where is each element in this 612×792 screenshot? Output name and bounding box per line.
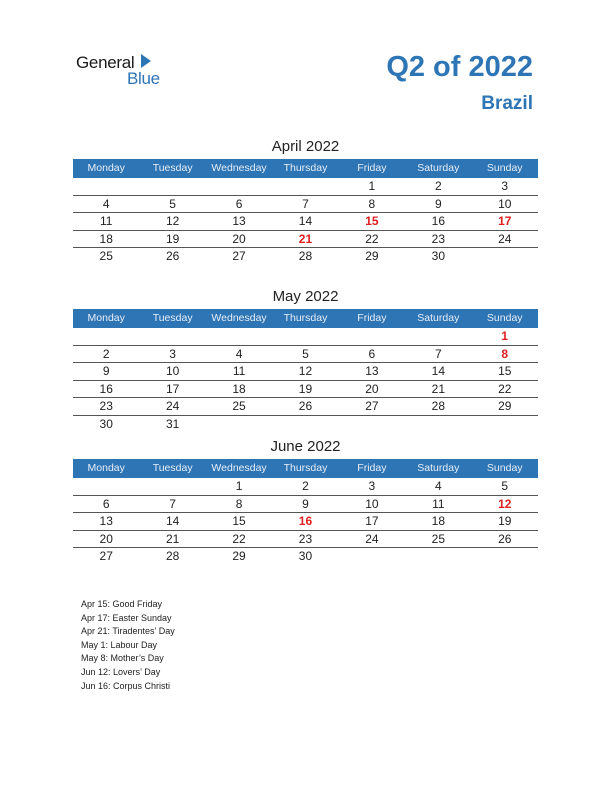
day-cell: 23 [298,531,313,546]
week-row [73,196,538,214]
day-cell: 10 [365,496,379,511]
day-cell: 17 [365,514,379,529]
logo-flag-icon [141,54,151,68]
day-cell: 7 [302,196,309,211]
day-cell: 6 [235,196,243,211]
day-cell: 14 [431,364,445,379]
day-cell: 3 [501,179,509,193]
day-cell: 4 [102,196,110,211]
month-title: April 2022 [271,138,340,155]
holiday-day-cell: 17 [498,214,512,229]
weekday-label: Sunday [486,462,523,474]
holiday-item: May 1: Labour Day [81,639,158,650]
day-cell: 28 [165,549,180,564]
weekday-label: Wednesday [211,162,267,174]
day-cell: 18 [431,514,445,529]
day-cell [73,328,139,345]
week-row [73,398,538,416]
day-cell: 4 [235,346,243,361]
day-cell: 22 [498,381,512,396]
day-cell: 20 [99,531,113,546]
day-cell: 16 [99,381,113,396]
holiday-day-cell: 1 [501,329,509,343]
country-name: Brazil [481,93,533,114]
day-cell: 26 [298,399,313,414]
day-cell: 11 [432,496,445,511]
holiday-day-cell: 15 [365,214,379,229]
day-cell: 23 [431,231,445,246]
weekday-label: Wednesday [211,312,267,324]
day-cell: 20 [365,381,379,396]
week-row [73,213,538,231]
day-cell: 28 [298,249,313,264]
day-cell: 10 [165,364,180,379]
week-row [73,513,538,531]
day-cell: 2 [302,479,309,493]
day-cell: 10 [498,196,512,211]
week-row [73,381,538,399]
day-cell: 9 [434,196,442,211]
day-cell: 19 [298,381,313,396]
page-title: Q2 of 2022 [386,51,533,83]
day-cell: 18 [99,231,113,246]
weekday-label: Monday [87,312,125,324]
day-cell [206,178,272,195]
day-cell: 24 [165,399,180,414]
weekday-label: Monday [87,462,125,474]
week-row [73,248,538,266]
day-cell [139,328,205,345]
day-cell: 29 [365,249,379,264]
month-title: June 2022 [270,438,341,455]
day-cell: 27 [99,549,113,564]
day-cell: 19 [165,231,180,246]
day-cell [405,548,471,566]
holiday-day-cell: 21 [298,231,313,246]
holiday-item: May 8: Mother’s Day [81,653,164,664]
day-cell [472,416,538,434]
day-cell: 26 [165,249,180,264]
day-cell: 2 [102,346,110,361]
day-cell [272,328,338,345]
day-cell: 2 [434,179,442,193]
day-cell: 1 [368,179,376,193]
day-cell: 16 [431,214,445,229]
weekday-label: Saturday [417,162,460,174]
holiday-item: Jun 12: Lovers’ Day [81,666,161,677]
day-cell: 5 [302,346,309,361]
day-cell [272,416,338,434]
holiday-list [81,598,175,693]
weekday-label: Tuesday [152,162,193,174]
day-cell: 30 [298,549,313,564]
day-cell: 17 [165,381,180,396]
weekday-label: Thursday [283,462,328,474]
day-cell: 24 [498,231,512,246]
day-cell: 7 [434,346,442,361]
day-cell [139,178,205,195]
day-cell [73,178,139,195]
day-cell [272,178,338,195]
day-cell: 25 [232,399,246,414]
weekday-label: Saturday [417,312,460,324]
week-row [73,363,538,381]
day-cell: 7 [169,496,176,511]
day-cell: 13 [365,364,379,379]
day-cell: 5 [501,479,509,493]
day-cell: 22 [365,231,379,246]
week-row [73,496,538,514]
calendar-may [73,286,538,434]
day-cell: 8 [368,196,376,211]
weekday-label: Sunday [486,312,523,324]
weekday-label: Thursday [283,312,328,324]
calendar-april [73,136,538,266]
holiday-day-cell: 12 [498,496,512,511]
holiday-day-cell: 8 [501,346,509,361]
week-row [73,178,538,196]
day-cell [472,248,538,266]
day-cell: 15 [232,514,246,529]
day-cell [472,548,538,566]
weekday-label: Sunday [486,162,523,174]
day-cell: 26 [498,531,512,546]
day-cell: 30 [431,249,445,264]
day-cell: 3 [368,479,376,493]
day-cell: 13 [99,514,113,529]
day-cell [405,416,471,434]
day-cell [339,416,405,434]
day-cell: 21 [431,381,445,396]
holiday-item: Apr 21: Tiradentes’ Day [81,626,175,637]
day-cell: 22 [232,531,246,546]
day-cell: 21 [165,531,180,546]
weekday-label: Friday [357,162,387,174]
week-row [73,478,538,496]
week-row [73,548,538,566]
day-cell [139,478,205,495]
day-cell: 8 [235,496,243,511]
day-cell: 20 [232,231,246,246]
holiday-day-cell: 16 [298,514,313,529]
day-cell: 6 [102,496,110,511]
day-cell: 6 [368,346,376,361]
week-row [73,346,538,364]
weekday-header [73,309,538,328]
weekday-label: Monday [87,162,125,174]
day-cell: 14 [165,514,180,529]
logo-text-blue: Blue [127,69,160,88]
day-cell: 27 [232,249,246,264]
week-row [73,416,538,434]
holiday-item: Apr 17: Easter Sunday [81,612,172,623]
day-cell: 27 [365,399,379,414]
holiday-item: Jun 16: Corpus Christi [81,680,171,691]
day-cell [206,416,272,434]
calendar-june [73,436,538,566]
day-cell: 13 [232,214,246,229]
day-cell: 5 [169,196,176,211]
day-cell: 25 [99,249,113,264]
logo-text-general: General [76,53,135,72]
day-cell: 19 [498,514,512,529]
day-cell: 12 [298,364,313,379]
weekday-label: Tuesday [152,462,193,474]
day-cell: 18 [232,381,246,396]
day-cell: 30 [99,416,113,431]
day-cell: 9 [102,364,110,379]
week-row [73,531,538,549]
week-row [73,231,538,249]
weekday-label: Wednesday [211,462,267,474]
day-cell: 14 [298,214,313,229]
weekday-label: Friday [357,312,387,324]
day-cell: 15 [498,364,512,379]
day-cell: 11 [99,214,113,229]
weekday-label: Tuesday [152,312,193,324]
month-title: May 2022 [272,288,339,305]
day-cell: 4 [434,479,442,493]
day-cell: 1 [235,479,243,493]
weekday-label: Saturday [417,462,460,474]
day-cell: 25 [431,531,445,546]
day-cell [339,548,405,566]
weekday-label: Thursday [283,162,328,174]
weekday-label: Friday [357,462,387,474]
day-cell: 24 [365,531,379,546]
weekday-header [73,459,538,478]
week-row [73,328,538,346]
day-cell [73,478,139,495]
holiday-item: Apr 15: Good Friday [81,599,163,609]
day-cell: 9 [302,496,309,511]
day-cell: 23 [99,399,113,414]
day-cell [206,328,272,345]
day-cell: 3 [169,346,176,361]
weekday-header [73,159,538,178]
day-cell: 11 [232,364,246,379]
day-cell: 29 [498,399,512,414]
day-cell [339,328,405,345]
day-cell [405,328,471,345]
logo [76,52,176,88]
day-cell: 28 [431,399,445,414]
day-cell: 12 [165,214,180,229]
day-cell: 29 [232,549,246,564]
day-cell: 31 [165,416,180,431]
